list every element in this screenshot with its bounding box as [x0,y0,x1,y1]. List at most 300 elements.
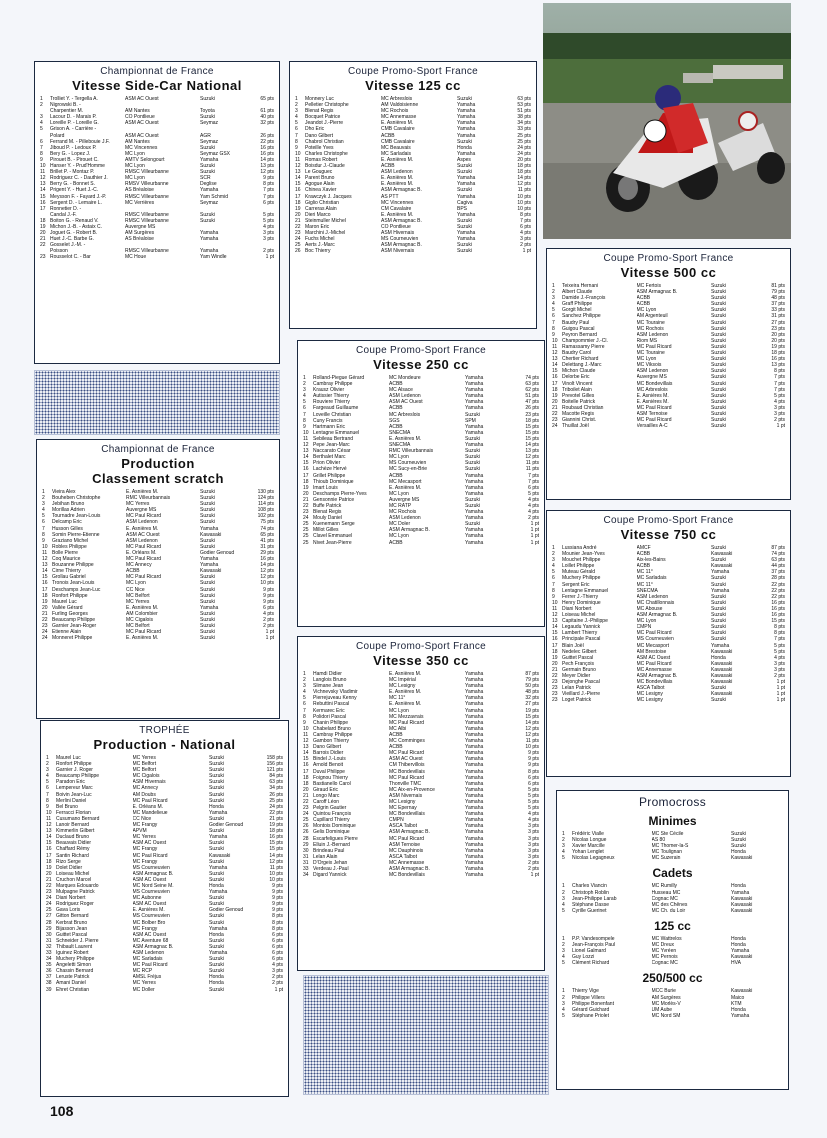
cell-club: MC Lyon [125,150,145,157]
cell-points: 22 pts [771,581,785,588]
cell-machine: Yamaha [465,774,484,781]
cell-machine: Suzuki [209,791,225,798]
cell-club: MC Dauphinois [389,847,424,854]
cell-club: MC Paul Ricard [636,630,672,637]
cell-points: 14 pts [517,175,531,182]
cell-club: AM Valdoisienne [381,102,419,109]
cell-points: 20 pts [771,337,785,344]
cell-rider-name: Vallée Gérard [52,604,83,611]
cell-machine: Suzuki [465,466,481,473]
cell-rider-name: Muchery Philippe [562,575,601,582]
cell-rider-name: Vichnevsky Vladimir [313,689,358,696]
section-header: TROPHÉE [139,725,190,736]
cell-machine: Yamaha [731,889,750,896]
cell-points: 5 pts [528,792,539,799]
cell-club: MC Thomer-la-S [651,843,689,850]
cell-club: ASM Armagnac B. [389,829,430,836]
cell-machine: Deglise [200,181,217,188]
cell-club: AMTV Selongourt [125,156,165,163]
cell-position: 37 [46,974,52,981]
cell-club: MC Paul Ricard [389,835,425,842]
cell-machine: Suzuki [711,362,727,369]
cell-club: CC Nice [132,815,152,822]
cell-position: 9 [303,719,306,726]
cell-points: 26 pts [269,791,283,798]
section-title: Vitesse Side-Car National [72,78,242,93]
cell-points: 16 pts [771,612,785,619]
cell-machine: Suzuki [711,337,727,344]
cell-position: 5 [552,307,555,314]
cell-machine: Yamaha [457,193,476,200]
cell-position: 8 [40,150,43,157]
cell-position: 14 [295,175,301,182]
cell-position: 22 [303,502,309,509]
cell-rider-name: Gitton Bernard [56,913,89,920]
cell-points: 5 pts [263,217,274,224]
cell-rider-name: Guittet Pascal [562,654,594,661]
cell-club: MC Nord SM [651,1012,681,1019]
cell-rider-name: Garnier Jean-Roger [52,623,97,630]
cell-position: 4 [552,563,555,570]
cell-machine: Yamaha [465,853,484,860]
cell-club: MC Mondeure [389,375,421,381]
cell-machine: Yamaha [200,525,219,532]
cell-machine: Yamaha [711,569,730,576]
cell-position: 1 [562,988,565,995]
cell-points: 15 pts [525,429,539,436]
cell-machine: Suzuki [711,685,727,692]
table-row [35,254,279,260]
cell-club: Thonville TMC [389,780,422,787]
cell-position: 2 [303,381,306,388]
cell-club: MC Rochois [636,325,664,332]
cell-points: 16 pts [771,356,785,363]
cell-position: 16 [295,187,301,194]
cell-machine: Yamaha [465,780,484,787]
cell-machine: Suzuki [711,343,727,350]
cell-club: ACBB [389,744,403,751]
cell-machine: Suzuki [209,779,225,786]
cell-points: 12 pts [525,454,539,461]
cell-machine: Yamaha [465,405,484,412]
section-title: Vitesse 250 cc [373,357,469,372]
cell-position: 20 [552,660,558,667]
cell-club: ASM AC Ouest [125,120,159,127]
cell-club: ASM Armagnac B. [132,943,174,950]
cell-machine: Honda [209,980,224,987]
cell-machine: Suzuki [457,217,473,224]
cell-rider-name: Boiton G. - Renaud V. [50,217,99,224]
cell-position: 33 [46,950,52,956]
cell-points: 1 pt [776,423,785,430]
cell-points: 12 pts [517,181,531,188]
cell-machine: Seymaz GSX [200,150,231,157]
cell-rider-name: Maurel Luc [52,598,77,605]
cell-points: 11 pts [269,864,283,871]
cell-points: 8 pts [520,211,531,218]
cell-club: Auvergne MS [125,223,156,230]
cell-machine: Suzuki [711,392,727,399]
cell-rider-name: Morillas Adrien [52,507,85,514]
cell-club: Cognac MC [651,960,678,967]
cell-club: ASM Armagnac B. [381,217,422,224]
cell-machine: Yamaha [209,950,228,956]
cell-rider-name: Graff Philippe [562,301,593,308]
cell-points: 2 pts [263,248,274,255]
cell-machine: Suzuki [711,593,727,600]
cell-rider-name: Dieri Marco [305,211,331,218]
cell-rider-name: Gosselet J.-M. - [50,242,86,249]
cell-club: MC Bondevillais [389,872,425,879]
cell-rider-name: Grison A. - Carrière - [50,126,97,133]
cell-rider-name: Dejonghe Pascal [562,679,600,686]
cell-position: 20 [40,230,46,237]
cell-points: 24 pts [517,144,531,151]
cell-points: 32 pts [525,695,539,702]
cell-position: 34 [303,872,309,879]
cell-position: 3 [42,501,45,508]
cell-rider-name: Cirne Thierry [52,568,81,575]
cell-points: 7 pts [774,636,785,643]
cell-points: 2 pts [774,672,785,679]
cell-rider-name: Jiboud P. - Ledoux P. [50,144,97,151]
cell-position: 14 [40,187,46,194]
cell-position: 4 [42,507,45,514]
cell-rider-name: Ramassamy Pierre [562,343,605,350]
cell-machine: Toyota [200,108,215,115]
section-title: Production - National [93,737,236,752]
cell-club: Aix-les-Bains [636,557,666,564]
cell-rider-name: Lelan Alain [313,853,338,860]
cell-position: 21 [295,217,301,224]
cell-machine: Yamaha [457,114,476,121]
cell-machine: Suzuki [711,380,727,387]
cell-machine: Yamaha [465,731,484,738]
cell-position: 3 [295,108,298,115]
cell-club: E. Asnières M. [126,635,159,642]
cell-machine: Yamaha [200,556,219,563]
cell-club: AS Bréaloise [125,187,154,194]
cell-club: CM Cavalaire [381,205,412,212]
cell-position: 13 [303,448,309,455]
section-subtitle: Classement scratch [92,471,224,486]
cell-rider-name: Monnery Luc [305,96,334,102]
cell-rider-name: Vinolt Vincent [562,380,593,387]
cell-machine: Honda [209,803,224,810]
cell-rider-name: Muchery Philippe [56,956,95,963]
cell-club: MC Viksois [636,362,662,369]
cell-machine: Yamaha [465,387,484,394]
cell-points: 44 pts [771,563,785,570]
cell-club: CMB Cavalaire [381,138,415,145]
cell-position: 18 [552,386,558,393]
cell-machine: Kawasaki [711,672,733,679]
cell-position: 3 [303,387,306,394]
cell-machine: Suzuki [209,755,225,761]
cell-points: 2 pts [263,616,274,623]
cell-points: 10 pts [517,199,531,206]
production-national-section [40,720,289,1097]
cell-position: 9 [42,537,45,544]
cell-rider-name: Nigrowski B. - [50,102,81,109]
cell-machine: Yamaha [465,841,484,848]
cell-points: 31 pts [771,313,785,320]
cell-position: 20 [303,786,309,793]
cell-points: 10 pts [525,744,539,751]
cell-position: 15 [42,574,48,581]
cell-club: MC Yvréen [651,948,677,955]
cell-club: MC Paul Ricard [389,750,425,757]
cell-position: 27 [46,913,52,920]
cell-position: 9 [40,156,43,163]
cell-points: 8 pts [263,181,274,188]
cell-machine: SCR [200,175,211,182]
cell-club: MC Lyon [389,707,409,714]
cell-rider-name: Charpentier M. [50,108,84,115]
cell-club: MC Sucy-en-Brie [389,466,428,473]
cell-position: 2 [562,889,565,896]
cell-position: 22 [552,672,558,679]
cell-rider-name: Polidori Pascal [313,713,347,720]
cell-machine: Kawasaki [200,531,222,538]
cell-rider-name: Duval Philippe [313,768,345,775]
cell-points: 5 pts [263,211,274,218]
cell-position: 1 [562,831,565,837]
cell-position: 20 [295,211,301,218]
cell-club: ASM AC Ouest [389,399,423,406]
cell-position: 1 [552,545,555,551]
cell-machine: Yamaha [711,587,730,594]
cell-points: 14 pts [260,562,274,569]
cell-club: ACBB [389,381,403,388]
cell-points: 9 pts [263,586,274,593]
cell-position: 18 [303,780,309,787]
cell-machine: Suzuki [200,635,216,642]
cell-rider-name: Lionel Galmard [572,948,606,955]
cell-rider-name: Marchini J.-Michel [305,230,346,237]
cell-club: E. Asnières M. [389,689,422,696]
cell-position: 3 [552,295,555,302]
cell-position: 6 [42,519,45,526]
cell-position: 3 [40,114,43,121]
cell-points: 6 pts [272,937,283,944]
cell-club: ASM Armagnac B. [636,672,678,679]
cell-points: 6 pts [520,223,531,230]
cell-points: 3 pts [774,660,785,667]
cell-position: 17 [303,768,309,775]
cell-machine: Suzuki [711,331,727,338]
cell-machine: Yamaha [465,533,484,540]
cell-rider-name: Amani Daniel [56,980,86,987]
cell-machine: Kawasaki [711,660,733,667]
cell-points: 23 pts [771,325,785,332]
cell-club: ASM AC Ouest [125,132,159,139]
cell-position: 17 [42,586,48,593]
cell-position: 2 [303,677,306,684]
cell-position: 2 [562,942,565,949]
cell-machine: Suzuki [711,545,727,551]
cell-rider-name: Nicolas Longue [572,837,607,844]
cell-rider-name: Millot Gilles [313,527,339,534]
cell-position: 3 [46,767,49,774]
cell-points: 16 pts [260,556,274,563]
cell-club: AM Doubs [132,791,156,798]
cell-club: E. Asnières M. [381,211,414,218]
cell-rider-name: Boitelle Patrick [562,398,596,405]
cell-machine: Yamaha [200,236,219,243]
cell-rider-name: Gensonnie Patrice [313,496,355,503]
cell-position: 26 [295,248,301,255]
cell-machine: Suzuki [200,144,216,151]
cell-rider-name: Charles Christophe [305,150,348,157]
cell-position: 25 [303,539,309,546]
cell-rider-name: Autissier Thierry [313,393,350,400]
cell-machine: Suzuki [209,773,225,780]
page-number: 108 [50,1103,74,1119]
cell-position: 23 [552,697,558,704]
cell-rider-name: Furling Georges [52,610,88,617]
cell-rider-name: Foignou Thierry [313,774,348,781]
cell-position: 23 [42,623,48,630]
cell-machine: Suzuki [465,502,481,509]
cell-points: 61 pts [260,108,274,115]
table-row [298,540,544,546]
cell-machine: Suzuki [209,919,225,926]
cell-club: MC Lyon [125,163,145,170]
cell-rider-name: Fuchs Michel [305,236,335,243]
cell-rider-name: Bery G. - Lopez J. [50,150,91,157]
cell-points: 25 pts [269,797,283,804]
cell-machine: Suzuki [711,307,727,314]
cell-club: MCC Burie [651,988,676,995]
cell-points: 20 pts [517,156,531,163]
cell-club: RMSC Villeurbanne [125,248,169,255]
cell-rider-name: Berry G. - Bonnet S. [50,181,96,188]
cell-position: 25 [303,527,309,534]
cell-machine: Kawasaki [731,855,753,862]
cell-points: 4 pts [774,398,785,405]
cell-machine: Yamaha [457,181,476,188]
cell-points: 7 pts [774,386,785,393]
cell-machine: Yamaha [465,393,484,400]
cell-machine: Suzuki [711,630,727,637]
cell-points: 1 pt [776,697,785,704]
cell-points: 8 pts [528,768,539,775]
cell-rider-name: Merlini Daniel [56,797,87,804]
cell-points: 22 pts [771,587,785,594]
cell-points: 65 pts [260,96,274,102]
cell-machine: Suzuki [209,815,225,822]
cell-points: 12 pts [269,858,283,865]
cell-rider-name: Chabrol Christian [305,138,344,145]
cell-points: 9 pts [528,756,539,763]
cell-points: 6 pts [272,956,283,963]
cell-machine: Suzuki [200,623,216,630]
cell-position: 9 [552,331,555,338]
cell-rider-name: Lanoir Bernard [56,822,90,829]
cell-position: 21 [40,236,46,243]
cell-points: 1 pt [530,872,539,879]
cell-rider-name: Lentagne Emmanuel [562,587,609,594]
cell-machine: Suzuki [711,368,727,375]
cell-club: ASM Armagnac B. [636,289,678,296]
cell-points: 5 pts [528,786,539,793]
cell-club: ASM Ledenon [636,331,669,338]
cell-club: MC Annecy [132,785,159,792]
cell-position: 8 [295,138,298,145]
cell-points: 12 pts [260,169,274,176]
cell-machine: Suzuki [711,575,727,582]
cell-position: 30 [46,931,52,938]
cell-points: 7 pts [774,374,785,381]
cell-points: 4 pts [520,230,531,237]
cell-machine: Yamaha [457,175,476,182]
table-row [41,987,288,993]
cell-machine: Suzuki [200,114,216,121]
cell-machine: Yamaha [465,399,484,406]
cell-machine: Kawasaki [731,954,753,961]
cell-position: 7 [303,707,306,714]
cell-club: MC 11° [636,569,653,576]
cell-club: E. Asnières M. [381,175,414,182]
cell-rider-name: Thioub Dominique [313,478,354,485]
cell-machine: Kawasaki [711,666,733,673]
cell-club: RMSV Villeurbanne [125,181,169,188]
cell-points: 7 pts [528,472,539,479]
cell-points: 23 pts [525,411,539,418]
cell-club: Cognac MC [651,895,678,902]
cell-rider-name: Buffe Patrick [313,502,342,509]
cell-points: 63 pts [525,381,539,388]
cell-position: 23 [303,805,309,812]
cell-points: 6 pts [263,604,274,611]
cell-machine: Suzuki [200,586,216,593]
cell-machine: Suzuki [209,876,225,883]
cell-machine: Suzuki [200,501,216,508]
cell-position: 7 [46,791,49,798]
cell-position: 31 [303,859,309,866]
cell-rider-name: Stéphane Dasse [572,901,609,908]
cell-club: CC Nice [126,586,145,593]
cell-rider-name: Mulpagne Patrick [56,889,95,896]
cell-machine: Yamaha [465,509,484,516]
cell-club: Auvergne MS [389,496,420,503]
cell-machine: Yamaha [465,756,484,763]
cell-position: 15 [46,840,52,847]
cell-machine: Yamaha [209,889,228,896]
cell-club: MC Vincennes [381,199,414,206]
cell-rider-name: Boisdur J.-Claude [305,163,345,170]
cell-points: 63 pts [517,96,531,102]
cell-position: 12 [303,738,309,745]
cell-points: 1 pt [522,248,531,255]
cell-position: 23 [295,230,301,237]
cell-rider-name: Blain Joël [562,642,584,649]
cell-rider-name: Candal J.-F. [50,211,77,218]
section-title: Vitesse 500 cc [620,265,717,280]
cell-position: 23 [303,509,309,516]
cell-position: 14 [552,362,558,369]
cell-position: 16 [303,762,309,769]
cell-club: CMPN [636,624,652,631]
cell-position: 22 [42,616,48,623]
cell-rider-name: Vieillard J.-Pierre [562,691,600,698]
cell-club: UM Aube [651,1006,673,1013]
cell-position: 24 [552,423,558,430]
cell-position: 24 [46,901,52,908]
cell-points: 63 pts [269,779,283,786]
cell-points: 16 pts [771,605,785,612]
